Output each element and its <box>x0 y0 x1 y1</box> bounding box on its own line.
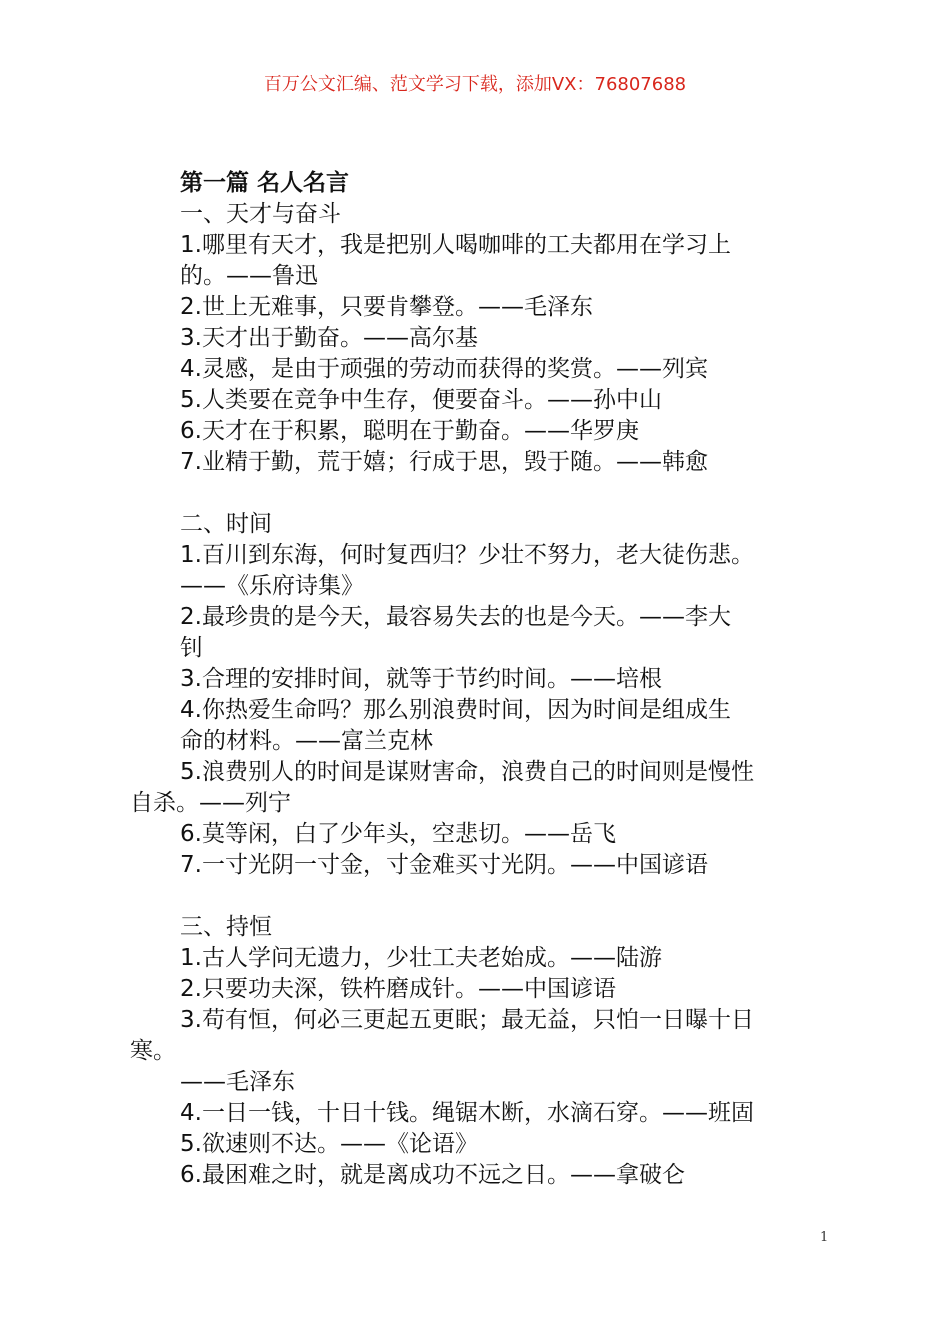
quote-line: 4.你热爱生命吗？那么别浪费时间，因为时间是组成生 <box>180 697 731 723</box>
quote-line: 3.苟有恒，何必三更起五更眠；最无益，只怕一日曝十日 <box>180 1007 754 1033</box>
quote-line: 6.天才在于积累，聪明在于勤奋。——华罗庚 <box>180 418 639 444</box>
header-watermark-note: 百万公文汇编、范文学习下载，添加VX：76807688 <box>263 74 687 95</box>
quote-line: 4.灵感，是由于顽强的劳动而获得的奖赏。——列宾 <box>180 356 708 382</box>
quote-line: 2.只要功夫深，铁杵磨成针。——中国谚语 <box>180 976 616 1002</box>
quote-line: 3.天才出于勤奋。——高尔基 <box>180 325 478 351</box>
quote-line: 1.哪里有天才，我是把别人喝咖啡的工夫都用在学习上 <box>180 232 731 258</box>
quote-line: 自杀。——列宁 <box>130 790 291 816</box>
quote-line: 6.最困难之时，就是离成功不远之日。——拿破仑 <box>180 1162 685 1188</box>
quote-line: 2.最珍贵的是今天，最容易失去的也是今天。——李大 <box>180 604 731 630</box>
quote-line: 3.合理的安排时间，就等于节约时间。——培根 <box>180 666 662 692</box>
quote-line: 1.百川到东海，何时复西归？少壮不努力，老大徒伤悲。 <box>180 542 754 568</box>
quote-line: 5.欲速则不达。——《论语》 <box>180 1131 478 1157</box>
document-title: 第一篇 名人名言 <box>180 170 350 196</box>
quote-line: 5.人类要在竞争中生存，便要奋斗。——孙中山 <box>180 387 662 413</box>
quote-line: ——《乐府诗集》 <box>180 573 364 599</box>
quote-line: 7.一寸光阴一寸金，寸金难买寸光阴。——中国谚语 <box>180 852 708 878</box>
quote-line: 寒。 <box>130 1038 176 1064</box>
quote-line: 钊 <box>180 635 203 661</box>
section-heading: 二、时间 <box>180 511 272 537</box>
quote-line: ——毛泽东 <box>180 1069 295 1095</box>
quote-line: 2.世上无难事，只要肯攀登。——毛泽东 <box>180 294 593 320</box>
quote-line: 命的材料。——富兰克林 <box>180 728 433 754</box>
quote-line: 5.浪费别人的时间是谋财害命，浪费自己的时间则是慢性 <box>180 759 754 785</box>
quote-line: 6.莫等闲，白了少年头，空悲切。——岳飞 <box>180 821 616 847</box>
section-heading: 三、持恒 <box>180 914 272 940</box>
section-heading: 一、天才与奋斗 <box>180 201 341 227</box>
document-body <box>130 168 840 1191</box>
quote-line: 7.业精于勤，荒于嬉；行成于思，毁于随。——韩愈 <box>180 449 708 475</box>
quote-line: 的。——鲁迅 <box>180 263 318 289</box>
quote-line: 1.古人学问无遗力，少壮工夫老始成。——陆游 <box>180 945 662 971</box>
page-number: 1 <box>820 1230 829 1245</box>
blank-line <box>180 881 840 912</box>
blank-line <box>180 478 840 509</box>
quote-line: 4.一日一钱，十日十钱。绳锯木断，水滴石穿。——班固 <box>180 1100 754 1126</box>
